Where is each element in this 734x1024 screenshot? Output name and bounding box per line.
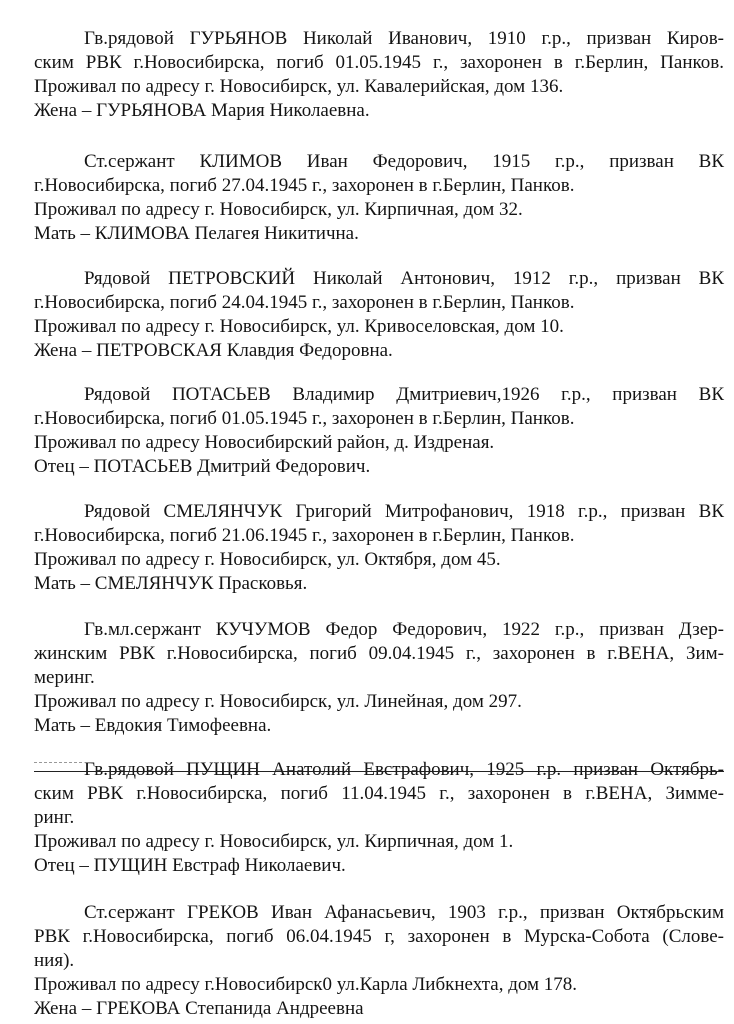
record-relative-line: Отец – ПУЩИН Евстраф Николаевич. <box>34 855 346 876</box>
record-entry <box>34 500 724 596</box>
record-text-line: меринг. <box>34 667 95 688</box>
record-text-line: г.Новосибирска, погиб 01.05.1945 г., захоронен в г.Берлин, Панков. <box>34 408 575 429</box>
record-address-line: Проживал по адресу г. Новосибирск, ул. Кривоселовская, дом 10. <box>34 316 564 337</box>
record-text-line: г.Новосибирска, погиб 24.04.1945 г., захоронен в г.Берлин, Панков. <box>34 292 575 313</box>
record-relative-line: Отец – ПОТАСЬЕВ Дмитрий Федорович. <box>34 456 371 477</box>
record-entry <box>34 150 724 246</box>
record-heading-line: Ст.сержант ГРЕКОВ Иван Афанасьевич, 1903 г.р., призван Октябрьским <box>84 902 724 923</box>
record-text-line: РВК г.Новосибирска, погиб 06.04.1945 г, захоронен в Мурска-Собота (Слове- <box>34 926 724 947</box>
record-heading-line: Гв.мл.сержант КУЧУМОВ Федор Федорович, 1922 г.р., призван Дзер- <box>84 619 724 640</box>
record-relative-line: Жена – ГРЕКОВА Степанида Андреевна <box>34 998 364 1019</box>
record-relative-line: Мать – СМЕЛЯНЧУК Прасковья. <box>34 573 308 594</box>
record-relative-line: Мать – КЛИМОВА Пелагея Никитична. <box>34 223 359 244</box>
record-address-line: Проживал по адресу г.Новосибирск0 ул.Карла Либкнехта, дом 178. <box>34 974 578 995</box>
record-address-line: Проживал по адресу г. Новосибирск, ул. Кирпичная, дом 1. <box>34 831 514 852</box>
record-text-line: ния). <box>34 950 75 971</box>
record-heading-line: Рядовой СМЕЛЯНЧУК Григорий Митрофанович, 1918 г.р., призван ВК <box>84 501 724 522</box>
record-address-line: Проживал по адресу Новосибирский район, д. Издреная. <box>34 432 495 453</box>
record-entry <box>34 383 724 479</box>
record-relative-line: Жена – ПЕТРОВСКАЯ Клавдия Федоровна. <box>34 340 393 361</box>
record-entry <box>34 618 724 738</box>
record-heading-line: Рядовой ПОТАСЬЕВ Владимир Дмитриевич,1926 г.р., призван ВК <box>84 384 724 405</box>
record-entry <box>34 267 724 363</box>
record-entry <box>34 27 724 123</box>
record-text-line: жинским РВК г.Новосибирска, погиб 09.04.1945 г., захоронен в г.ВЕНА, Зим- <box>34 643 724 664</box>
record-address-line: Проживал по адресу г. Новосибирск, ул. Кавалерийская, дом 136. <box>34 76 564 97</box>
record-entry <box>34 901 724 1021</box>
record-heading-line: Рядовой ПЕТРОВСКИЙ Николай Антонович, 1912 г.р., призван ВК <box>84 268 724 289</box>
record-heading-line: Гв.рядовой ГУРЬЯНОВ Николай Иванович, 1910 г.р., призван Киров- <box>84 28 724 49</box>
record-heading-line: Ст.сержант КЛИМОВ Иван Федорович, 1915 г.р., призван ВК <box>84 151 724 172</box>
record-heading-line: Гв.рядовой ПУЩИН Анатолий Евстрафович, 1925 г.р. призван Октябрь- <box>34 758 724 782</box>
record-text-line: г.Новосибирска, погиб 21.06.1945 г., захоронен в г.Берлин, Панков. <box>34 525 575 546</box>
record-address-line: Проживал по адресу г. Новосибирск, ул. Октября, дом 45. <box>34 549 501 570</box>
record-relative-line: Жена – ГУРЬЯНОВА Мария Николаевна. <box>34 100 370 121</box>
record-address-line: Проживал по адресу г. Новосибирск, ул. Кирпичная, дом 32. <box>34 199 523 220</box>
record-text-line: ским РВК г.Новосибирска, погиб 01.05.1945 г., захоронен в г.Берлин, Панков. <box>34 52 724 73</box>
record-address-line: Проживал по адресу г. Новосибирск, ул. Линейная, дом 297. <box>34 691 522 712</box>
record-text-line: ринг. <box>34 807 75 828</box>
record-relative-line: Мать – Евдокия Тимофеевна. <box>34 715 272 736</box>
record-text-line: ским РВК г.Новосибирска, погиб 11.04.1945 г., захоронен в г.ВЕНА, Зимме- <box>34 783 724 804</box>
record-entry <box>34 758 724 878</box>
record-text-line: г.Новосибирска, погиб 27.04.1945 г., захоронен в г.Берлин, Панков. <box>34 175 575 196</box>
